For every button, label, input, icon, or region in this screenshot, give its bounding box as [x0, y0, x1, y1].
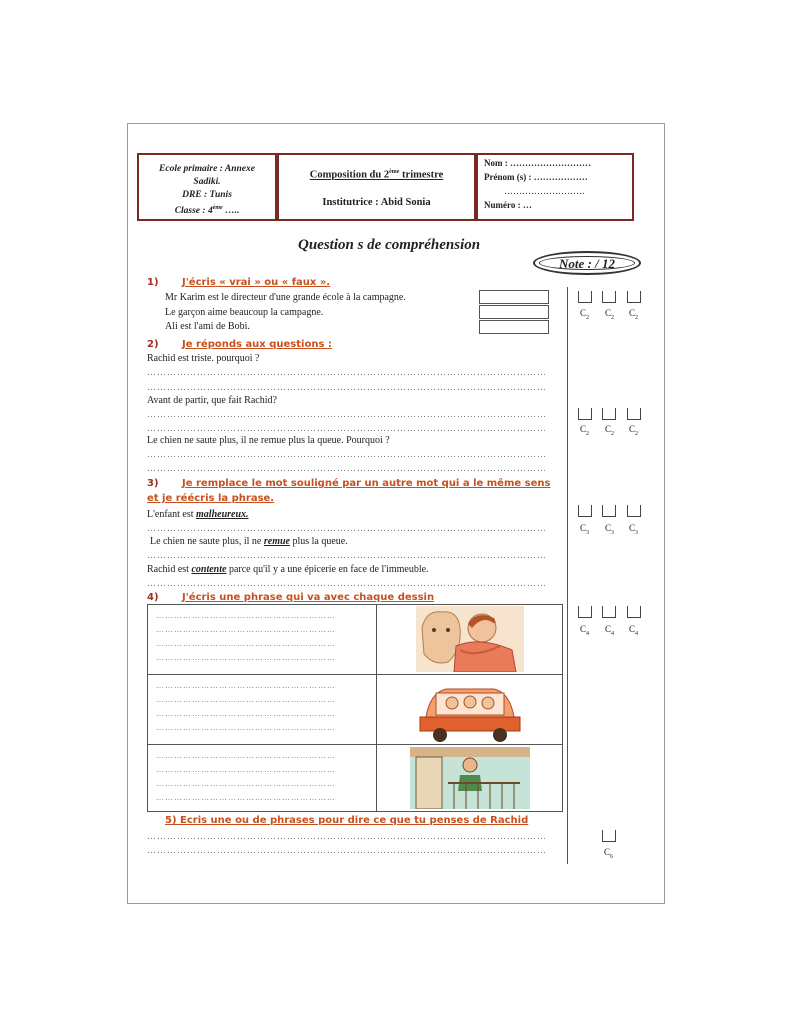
criterion-label: $C_2$	[629, 308, 639, 321]
answer-line[interactable]: …………………………………………………………………………………………………………	[147, 409, 547, 419]
answer-line[interactable]: …………………………………………………………………………………………………………	[147, 845, 547, 855]
boy-hugging-dog-illustration	[416, 606, 524, 672]
numero-field[interactable]: Numéro : …	[484, 200, 532, 210]
criterion-label: $C_4$	[580, 624, 590, 637]
q1-number: 1)	[147, 277, 159, 288]
nom-field[interactable]: Nom : ………………………	[484, 158, 591, 168]
criterion-label: $C_2$	[580, 424, 590, 437]
criterion-checkbox[interactable]	[602, 505, 616, 517]
criterion-label: $C_4$	[605, 624, 615, 637]
composition-box	[277, 153, 476, 221]
criterion-checkbox[interactable]	[602, 291, 616, 303]
answer-line[interactable]: …………………………………………………………………………………………………………	[147, 550, 547, 560]
criterion-checkbox[interactable]	[578, 505, 592, 517]
criterion-checkbox[interactable]	[627, 291, 641, 303]
criterion-label: $C_6$	[604, 847, 614, 860]
q4-title: J'écris une phrase qui va avec chaque dessin	[182, 592, 435, 603]
q1-statement-2: Le garçon aime beaucoup la campagne.	[165, 307, 324, 318]
school-line-2: Sadiki.	[193, 177, 221, 187]
answer-line[interactable]: ……………………………………………………	[156, 681, 336, 690]
criterion-label: $C_3$	[580, 523, 590, 536]
drawing-row	[148, 675, 562, 745]
answer-line[interactable]: ……………………………………………………	[156, 793, 336, 802]
criterion-label: $C_3$	[629, 523, 639, 536]
criterion-checkbox[interactable]	[627, 505, 641, 517]
criterion-checkbox[interactable]	[602, 408, 616, 420]
criterion-checkbox[interactable]	[602, 606, 616, 618]
drawing-table	[147, 604, 563, 812]
q4-number: 4)	[147, 592, 159, 603]
answer-line[interactable]: ……………………………………………………	[156, 779, 336, 788]
q2-question-3: Le chien ne saute plus, il ne remue plus la queue. Pourquoi ?	[147, 435, 390, 446]
answer-box-2[interactable]	[479, 305, 549, 319]
q3-title-line-1: Je remplace le mot souligné par un autre mot qui a le même sens	[182, 478, 551, 489]
q1-statement-1: Mr Karim est le directeur d'une grande école à la campagne.	[165, 292, 406, 303]
criterion-checkbox[interactable]	[578, 408, 592, 420]
criterion-checkbox[interactable]	[602, 830, 616, 842]
q1-statement-3: Ali est l'ami de Bobi.	[165, 321, 250, 332]
answer-line[interactable]: ……………………………………………………	[156, 625, 336, 634]
dre-line: DRE : Tunis	[182, 190, 232, 200]
answer-line[interactable]: ……………………………………………………	[156, 723, 336, 732]
school-line-1: Ecole primaire : Annexe	[159, 164, 255, 174]
q2-number: 2)	[147, 339, 159, 350]
family-in-car-illustration	[416, 677, 524, 743]
q3-title-line-2: et je réécris la phrase.	[147, 493, 275, 504]
prenom-field[interactable]: Prénom (s) : ………………	[484, 172, 588, 182]
answer-line[interactable]: …………………………………………………………………………………………………………	[147, 367, 547, 377]
q3-sentence-1: L'enfant est malheureux.	[147, 509, 249, 520]
prenom-field-continued[interactable]: ………………………	[504, 186, 585, 196]
drawing-row	[148, 745, 562, 811]
q3-sentence-2: Le chien ne saute plus, il ne remue plus la queue.	[150, 536, 348, 547]
student-info-box	[476, 153, 634, 221]
answer-line[interactable]: ……………………………………………………	[156, 611, 336, 620]
note-score: Note : / 12	[559, 256, 615, 271]
criterion-label: $C_2$	[605, 308, 615, 321]
margin-divider	[567, 287, 568, 864]
criterion-checkbox[interactable]	[627, 408, 641, 420]
criterion-label: $C_3$	[605, 523, 615, 536]
criterion-label: $C_2$	[605, 424, 615, 437]
q2-question-1: Rachid est triste. pourquoi ?	[147, 353, 260, 364]
classe-line: Classe : 4ème …..	[174, 205, 240, 217]
criterion-checkbox[interactable]	[578, 291, 592, 303]
answer-box-3[interactable]	[479, 320, 549, 334]
answer-box-1[interactable]	[479, 290, 549, 304]
criterion-label: $C_2$	[580, 308, 590, 321]
answer-line[interactable]: ……………………………………………………	[156, 765, 336, 774]
answer-line[interactable]: …………………………………………………………………………………………………………	[147, 831, 547, 841]
criterion-label: $C_2$	[629, 424, 639, 437]
q2-title: Je réponds aux questions :	[182, 339, 332, 350]
q1-title: J'écris « vrai » ou « faux ».	[182, 277, 331, 288]
answer-line[interactable]: …………………………………………………………………………………………………………	[147, 382, 547, 392]
boy-at-balcony-illustration	[410, 747, 530, 809]
q3-sentence-3: Rachid est contente parce qu'il y a une épicerie en face de l'immeuble.	[147, 564, 429, 575]
answer-line[interactable]: ……………………………………………………	[156, 695, 336, 704]
criterion-checkbox[interactable]	[578, 606, 592, 618]
page-title: Question s de compréhension	[298, 237, 481, 253]
answer-line[interactable]: ……………………………………………………	[156, 653, 336, 662]
answer-line[interactable]: …………………………………………………………………………………………………………	[147, 463, 547, 473]
criterion-label: $C_4$	[629, 624, 639, 637]
answer-line[interactable]: ……………………………………………………	[156, 709, 336, 718]
answer-line[interactable]: …………………………………………………………………………………………………………	[147, 449, 547, 459]
answer-line[interactable]: …………………………………………………………………………………………………………	[147, 578, 547, 588]
answer-line[interactable]: ……………………………………………………	[156, 639, 336, 648]
teacher-name: Institutrice : Abid Sonia	[322, 196, 431, 208]
answer-line[interactable]: …………………………………………………………………………………………………………	[147, 523, 547, 533]
school-info-box	[137, 153, 277, 221]
q5-title: 5) Ecris une ou de phrases pour dire ce que tu penses de Rachid	[165, 815, 529, 826]
criterion-checkbox[interactable]	[627, 606, 641, 618]
q2-question-2: Avant de partir, que fait Rachid?	[147, 395, 277, 406]
note-oval	[533, 251, 641, 275]
answer-line[interactable]: ……………………………………………………	[156, 751, 336, 760]
composition-title: Composition du 2ème trimestre	[309, 169, 444, 181]
answer-line[interactable]: …………………………………………………………………………………………………………	[147, 423, 547, 433]
q3-number: 3)	[147, 478, 159, 489]
drawing-row	[148, 605, 562, 675]
